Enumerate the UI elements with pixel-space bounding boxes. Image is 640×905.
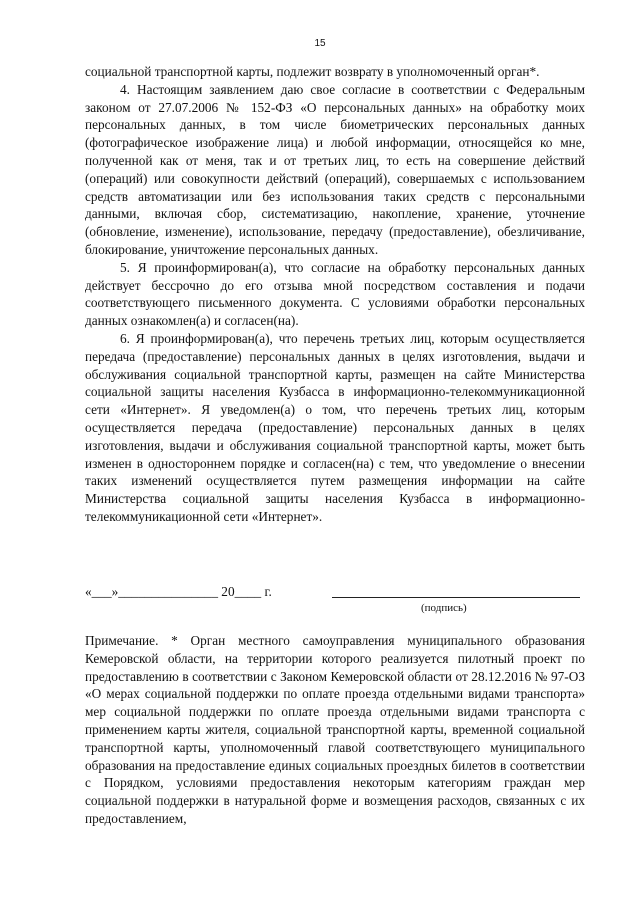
signature-block [85,584,585,614]
signature-caption: (подпись) [421,602,467,614]
paragraph-continuation: социальной транспортной карты, подлежит возврату в уполномоченный орган*. [85,64,540,79]
footnote-text: Примечание. * Орган местного самоуправления муниципального образования Кемеровской области, на территории которого реализуется пилотный проект по предоставлению в соответствии с Законом Кемеровской области от 28.12.2016 № 97-ОЗ «О мерах социальной поддержки по оплате проезда отдельными видами транспорта» мер социальной поддержки по оплате проезда отдельными видами транспорта с применением карты жителя, социальной транспортной карты, временной социальной транспортной карты, уполномоченный главой соответствующего муниципального образования на предоставление единых социальных проездных билетов в соответствии с Порядком, условиями предоставления некоторым категориям граждан мер социальной поддержки в натуральной форме и возмещения расходов, связанных с их предоставлением, [85,633,585,826]
document-body [85,63,585,526]
signature-underline [332,597,580,598]
paragraph-item-4: 4. Настоящим заявлением даю свое согласие в соответствии с Федеральным законом от 27.07.2006 № 152-ФЗ «О персональных данных» на обработку моих персональных данных, в том числе биометрических персональных данных (фотографическое изображение лица) и любой информации, относящейся ко мне, полученной как от меня, так и от третьих лиц, то есть на совершение действий (операций) или совокупности действий (операций), совершаемых с использованием средств автоматизации или без использования таких средств с персональными данными, включая сбор, систематизацию, накопление, хранение, уточнение (обновление, изменение), использование, передачу (предоставление), обезличивание, блокирование, уничтожение персональных данных. [85,81,585,257]
paragraph-item-5: 5. Я проинформирован(а), что согласие на обработку персональных данных действует бессрочно до его отзыва мной посредством составления и подачи соответствующего письменного документа. С условиями обработки персональных данных ознакомлен(а) и согласен(на). [85,259,585,329]
date-line: «___»_______________ 20____ г. [85,584,272,599]
footnote-section [85,632,585,828]
page-number: 15 [314,38,326,49]
paragraph-item-6: 6. Я проинформирован(а), что перечень третьих лиц, которым осуществляется передача (предоставление) персональных данных в целях изготовления, выдачи и обслуживания социальной транспортной карты, размещен на сайте Министерства социальной защиты населения Кузбасса в информационно-телекоммуникационной сети «Интернет». Я уведомлен(а) о том, что перечень третьих лиц, которым осуществляется передача (предоставление) персональных данных в целях изготовления, выдачи и обслуживания социальной транспортной карты, может быть изменен в одностороннем порядке и согласен(на) с тем, что уведомление о внесении таких изменений осуществляется путем размещения информации на сайте Министерства социальной защиты населения Кузбасса в информационно-телекоммуникационной сети «Интернет». [85,330,585,524]
